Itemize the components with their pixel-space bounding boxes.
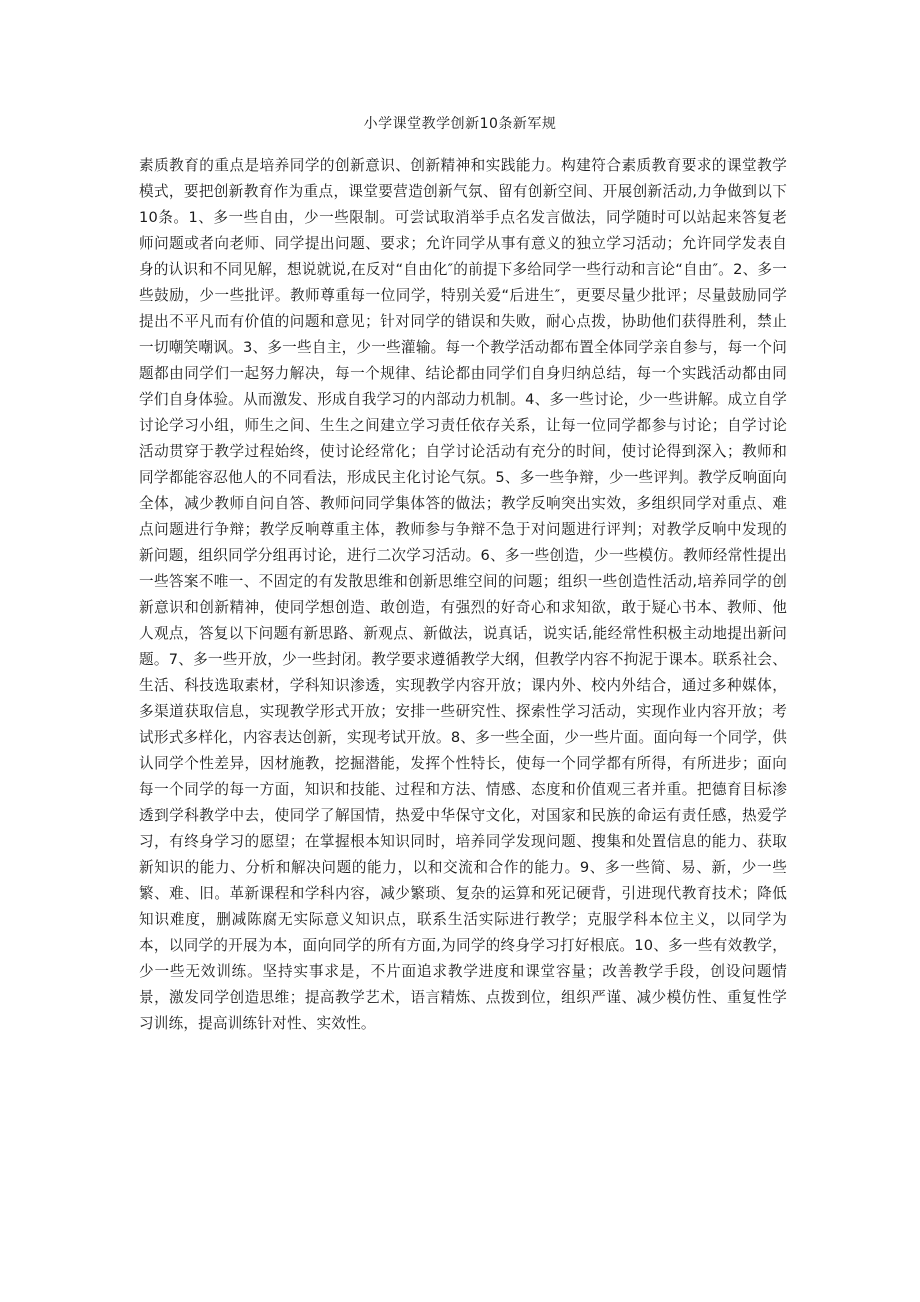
document-title: 小学课堂教学创新10条新军规 bbox=[363, 116, 557, 132]
document-body-paragraph: 素质教育的重点是培养同学的创新意识、创新精神和实践能力。构建符合素质教育要求的课堂教学模式，要把创新教育作为重点，课堂要营造创新气氛、留有创新空间、开展创新活动,力争做到以下10条。1、多一些自由，少一些限制。可尝试取消举手点名发言做法，同学随时可以站起来答复老师问题或者向老师、同学提出问题、要求；允许同学从事有意义的独立学习活动；允许同学发表自身的认识和不同见解，想说就说,在反对“自由化″的前提下多给同学一些行动和言论“自由″。2、多一些鼓励，少一些批评。教师尊重每一位同学，特别关爱“后进生″，更要尽量少批评；尽量鼓励同学提出不平凡而有价值的问题和意见；针对同学的错误和失败，耐心点拨，协助他们获得胜利，禁止一切嘲笑嘲讽。3、多一些自主，少一些灌输。每一个教学活动都布置全体同学亲自参与，每一个问题都由同学们一起努力解决，每一个规律、结论都由同学们自身归纳总结，每一个实践活动都由同学们自身体验。从而激发、形成自我学习的内部动力机制。4、多一些讨论，少一些讲解。成立自学讨论学习小组，师生之间、生生之间建立学习责任依存关系，让每一位同学都参与讨论；自学讨论活动贯穿于教学过程始终，使讨论经常化；自学讨论活动有充分的时间，使讨论得到深入；教师和同学都能容忍他人的不同看法，形成民主化讨论气氛。5、多一些争辩，少一些评判。教学反响面向全体，减少教师自问自答、教师问同学集体答的做法；教学反响突出实效，多组织同学对重点、难点问题进行争辩；教学反响尊重主体，教师参与争辩不急于对问题进行评判；对教学反响中发现的新问题，组织同学分组再讨论，进行二次学习活动。6、多一些创造，少一些模仿。教师经常性提出一些答案不唯一、不固定的有发散思维和创新思维空间的问题；组织一些创造性活动,培养同学的创新意识和创新精神，使同学想创造、敢创造，有强烈的好奇心和求知欲，敢于疑心书本、教师、他人观点，答复以下问题有新思路、新观点、新做法，说真话，说实话,能经常性积极主动地提出新问题。7、多一些开放，少一些封闭。教学要求遵循教学大纲，但教学内容不拘泥于课本。联系社会、生活、科技选取素材，学科知识渗透，实现教学内容开放；课内外、校内外结合，通过多种媒体，多渠道获取信息，实现教学形式开放；安排一些研究性、探索性学习活动，实现作业内容开放；考试形式多样化，内容表达创新，实现考试开放。8、多一些全面，少一些片面。面向每一个同学，供认同学个性差异，因材施教，挖掘潜能，发挥个性特长，使每一个同学都有所得，有所进步；面向每一个同学的每一方面，知识和技能、过程和方法、情感、态度和价值观三者并重。把德育目标渗透到学科教学中去，使同学了解国情，热爱中华保守文化，对国家和民族的命运有责任感，热爱学习，有终身学习的愿望；在掌握根本知识同时，培养同学发现问题、搜集和处置信息的能力、获取新知识的能力、分析和解决问题的能力，以和交流和合作的能力。9、多一些简、易、新，少一些繁、难、旧。革新课程和学科内容，减少繁琐、复杂的运算和死记硬背，引进现代教育技术；降低知识难度，删减陈腐无实际意义知识点，联系生活实际进行教学；克服学科本位主义，以同学为本，以同学的开展为本，面向同学的所有方面,为同学的终身学习打好根底。10、多一些有效教学，少一些无效训练。坚持实事求是，不片面追求教学进度和课堂容量；改善教学手段，创设问题情景，激发同学创造思维；提高教学艺术，语言精炼、点拨到位，组织严谨、减少模仿性、重复性学习训练，提高训练针对性、实效性。 bbox=[139, 157, 787, 1032]
